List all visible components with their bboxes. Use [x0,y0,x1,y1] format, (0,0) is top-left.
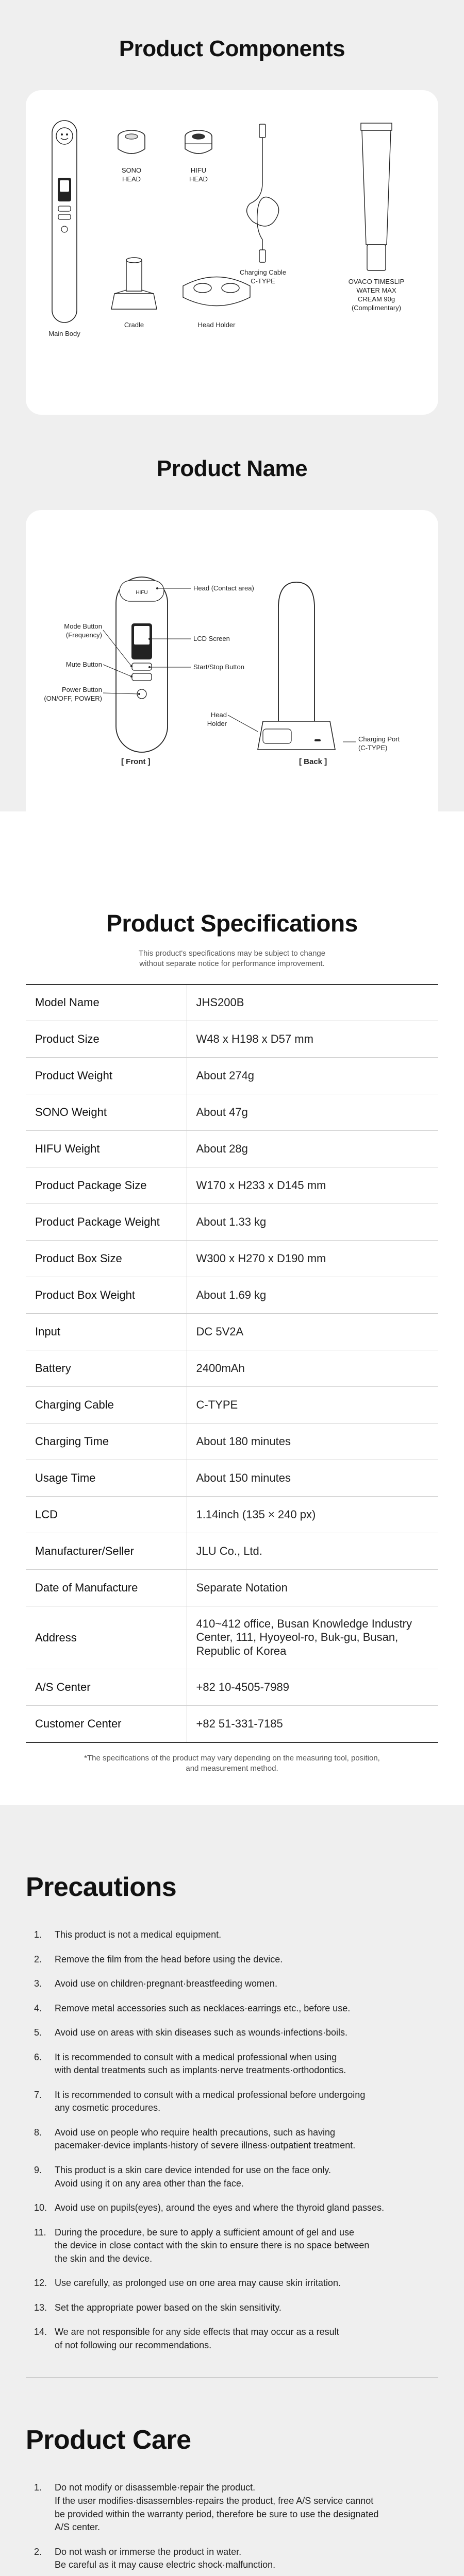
list-item-text [55,2089,438,2115]
spec-key: Battery [26,1350,187,1387]
list-item-number: 10. [34,2202,47,2213]
list-item-line: Avoid use on pupils(eyes), around the eyes and where the thyroid gland passes. [55,2202,385,2213]
list-item-line: Use carefully, as prolonged use on one area may cause skin irritation. [55,2278,341,2289]
list-item-number: 2. [34,1954,42,1964]
list-item [26,2051,438,2077]
list-item-text [55,2126,438,2153]
spec-row [26,1314,438,1350]
list-item-text [55,2026,438,2040]
spec-row [26,1167,438,1204]
list-item [26,2089,438,2115]
cradle-icon [108,250,160,317]
list-item-line: of not following our recommendations. [55,2340,212,2350]
hifu-head-icon [180,126,217,162]
list-item [26,1928,438,1942]
list-item-number: 13. [34,2302,47,2313]
precautions-list [26,1928,438,2352]
callout-start-stop: Start/Stop Button [193,663,245,671]
list-item-number: 9. [34,2165,42,2176]
spec-row [26,1350,438,1387]
spec-row [26,1241,438,1277]
spec-row [26,1497,438,1533]
list-item-text [55,2051,438,2077]
spec-key: HIFU Weight [26,1131,187,1167]
list-item-number: 2. [34,2546,42,2557]
precautions-section [0,1805,464,2576]
callout-lcd: LCD Screen [193,635,230,642]
cream-tube-icon [356,121,397,276]
spec-key: Date of Manufacture [26,1570,187,1606]
list-item [26,2226,438,2266]
list-item-number: 1. [34,2482,42,2493]
callout-head: Head (Contact area) [193,584,254,592]
list-item-line: Remove the film from the head before using the device. [55,1954,283,1964]
list-item-text [55,2546,438,2572]
spec-row [26,1423,438,1460]
specifications-subtitle [0,948,464,970]
head-holder-icon [178,265,255,317]
list-item-text [55,2301,438,2315]
callout-head-holder-line: Head [210,711,227,719]
specifications-title: Product Specifications [106,910,358,937]
list-item-line: This product is a skin care device intended for use on the face only. [55,2165,331,2176]
back-caption: [ Back ] [299,757,327,766]
spec-value: JHS200B [196,996,244,1009]
component-head-holder [178,265,255,330]
spec-key: Manufacturer/Seller [26,1533,187,1570]
list-item [26,2026,438,2040]
front-caption: [ Front ] [121,757,151,766]
list-item [26,2546,438,2572]
list-item-line: the skin and the device. [55,2253,153,2264]
spec-key: Charging Cable [26,1387,187,1423]
list-item-line: Be careful as it may cause electric shock·malfunction. [55,2560,276,2570]
component-charging-cable [232,121,294,286]
device-body-icon [49,118,80,325]
list-item [26,2126,438,2153]
component-label: C-TYPE [251,277,275,285]
spec-value: +82 10-4505-7989 [196,1680,289,1693]
product-name-card [26,510,438,848]
spec-value: 1.14inch (135 × 240 px) [196,1507,316,1521]
spec-key: Product Box Size [26,1241,187,1277]
list-item-line: Avoid using it on any area other than the face. [55,2178,244,2189]
list-item [26,1953,438,1967]
spec-value: W300 x H270 x D190 mm [196,1251,326,1265]
list-item-line: with dental treatments such as implants·nerve treatments·orthodontics. [55,2065,346,2076]
list-item-text [55,1977,438,1991]
spec-value: About 28g [196,1142,248,1155]
spec-value: About 47g [196,1105,248,1118]
callout-power [36,686,102,703]
callout-power-line: (ON/OFF, POWER) [44,694,102,702]
component-cream [335,121,418,313]
list-item-text [55,2326,438,2352]
list-item [26,2481,438,2534]
spec-row [26,1131,438,1167]
spec-value: About 1.33 kg [196,1215,267,1228]
spec-key: Product Weight [26,1058,187,1094]
spec-value: Separate Notation [196,1581,288,1594]
callout-head-holder-line: Holder [207,719,227,727]
spec-row [26,1204,438,1241]
component-label: (Complimentary) [351,303,402,312]
list-item [26,2277,438,2290]
spec-value: DC 5V2A [196,1325,244,1338]
list-item-line: pacemaker·device implants·history of severe illness·outpatient treatment. [55,2140,356,2151]
component-label: Charging Cable [239,268,287,276]
callout-mode-line: (Frequency) [65,631,102,639]
spec-value: About 180 minutes [196,1434,291,1448]
spec-key: Product Box Weight [26,1277,187,1314]
list-item-number: 1. [34,1929,42,1940]
precautions-title: Precautions [26,1872,177,1902]
spec-value: About 150 minutes [196,1471,291,1484]
spec-value: 2400mAh [196,1361,245,1375]
specifications-table [26,984,438,1743]
spec-key: Input [26,1314,187,1350]
spec-value: W170 x H233 x D145 mm [196,1178,326,1192]
spec-key: LCD [26,1497,187,1533]
spec-row [26,1460,438,1497]
callout-power-line: Power Button [61,686,102,693]
spec-key: Product Package Size [26,1167,187,1204]
list-item-line: It is recommended to consult with a medical professional when using [55,2052,337,2062]
list-item-line: If the user modifies·disassembles·repairs the product, free A/S service cannot [55,2496,374,2506]
list-item [26,2164,438,2190]
spec-row [26,985,438,1021]
component-main-body [41,118,88,338]
sono-head-icon [113,126,150,162]
spec-value: JLU Co., Ltd. [196,1544,262,1557]
list-item-line: Remove metal accessories such as necklaces·earrings etc., before use. [55,2003,351,2013]
callout-mode [46,622,102,640]
spec-key: Product Size [26,1021,187,1058]
component-label: CREAM 90g [357,295,395,303]
list-item-line: A/S center. [55,2522,101,2533]
callout-charging-port-line: Charging Port [358,735,400,743]
list-item-number: 14. [34,2327,47,2337]
list-item-line: We are not responsible for any side effects that may occur as a result [55,2327,339,2337]
note-line: *The specifications of the product may vary depending on the measuring tool, position, [84,1753,380,1762]
list-item [26,2002,438,2015]
note-line: and measurement method. [186,1764,278,1773]
component-label: Head Holder [197,321,236,329]
spec-key: Model Name [26,985,187,1021]
list-item-number: 5. [34,2027,42,2038]
component-label: HEAD [189,175,208,183]
subtitle-line: This product's specifications may be subject to change [138,949,326,958]
list-item-line: Do not modify or disassemble·repair the product. [55,2482,256,2493]
spec-key: SONO Weight [26,1094,187,1131]
specifications-note [0,1753,464,1774]
components-title: Product Components [119,36,345,61]
callout-head-holder [188,711,227,728]
component-label: HEAD [122,175,141,183]
list-item-number: 8. [34,2127,42,2138]
list-item [26,1977,438,1991]
list-item-line: Avoid use on areas with skin diseases such as wounds·infections·boils. [55,2027,347,2038]
list-item-number: 6. [34,2052,42,2062]
list-item-number: 12. [34,2278,47,2289]
list-item-line: be provided within the warranty period, therefore be sure to use the designated [55,2509,379,2519]
spec-value: About 1.69 kg [196,1288,267,1301]
list-item-number: 7. [34,2089,42,2100]
spec-key: Customer Center [26,1706,187,1742]
spec-row [26,1387,438,1423]
list-item [26,2201,438,2215]
spec-value: +82 51-331-7185 [196,1717,283,1730]
list-item-text [55,2277,438,2290]
spec-key: A/S Center [26,1669,187,1706]
list-item-line: During the procedure, be sure to apply a sufficient amount of gel and use [55,2227,355,2238]
spec-key: Charging Time [26,1423,187,1460]
component-label: Main Body [48,330,80,337]
spec-row [26,1094,438,1131]
list-item-number: 3. [34,1978,42,1989]
callout-charging-port [358,735,400,753]
spec-value: W48 x H198 x D57 mm [196,1032,313,1045]
list-item-text [55,1953,438,1967]
specifications-section [0,811,464,1774]
callout-mute: Mute Button [65,660,102,668]
list-item-line: Avoid use on people who require health precautions, such as having [55,2127,336,2138]
spec-key: Product Package Weight [26,1204,187,1241]
callout-mode-line: Mode Button [64,622,102,630]
list-item [26,2326,438,2352]
spec-row [26,1058,438,1094]
list-item-text [55,2201,438,2215]
back-device-diagram [253,577,356,757]
spec-key: Usage Time [26,1460,187,1497]
list-item-line: the device in close contact with the skin to ensure there is no space between [55,2240,370,2251]
component-cradle [106,250,162,330]
list-item [26,2301,438,2315]
component-label: OVACO TIMESLIP [348,278,405,285]
spec-row [26,1570,438,1606]
product-care-title: Product Care [26,2425,191,2455]
spec-value: 410~412 office, Busan Knowledge Industry Center, 111, Hyoyeol-ro, Buk-gu, Busan, Republic of Korea [196,1617,412,1657]
spec-row [26,1606,438,1669]
callout-lines [26,510,438,848]
spec-row [26,1021,438,1058]
list-item-text [55,2226,438,2266]
charging-cable-icon [240,121,286,265]
list-item-line: It is recommended to consult with a medical professional before undergoing [55,2089,366,2100]
list-item-line: Avoid use on children·pregnant·breastfeeding women. [55,1978,277,1989]
list-item-line: any cosmetic procedures. [55,2103,161,2113]
list-item-text [55,2481,438,2534]
components-section [0,0,464,811]
list-item-text [55,2164,438,2190]
list-item-line: Set the appropriate power based on the skin sensitivity. [55,2302,281,2313]
spec-row [26,1533,438,1570]
list-item-number: 4. [34,2003,42,2013]
component-label: WATER MAX [356,286,396,294]
components-card [26,90,438,415]
list-item-number: 11. [34,2227,46,2238]
component-hifu-head [175,126,222,184]
device-display-text: HIFU [136,590,148,596]
subtitle-line: without separate notice for performance improvement. [139,959,325,969]
spec-row [26,1706,438,1742]
list-item-text [55,1928,438,1942]
product-care-list [26,2481,438,2576]
list-item-line: This product is not a medical equipment. [55,1929,222,1940]
list-item-line: Do not wash or immerse the product in water. [55,2546,242,2557]
spec-value: About 274g [196,1069,255,1082]
product-name-title: Product Name [156,456,308,481]
component-label: HIFU [190,166,207,174]
component-label: SONO [121,166,142,174]
spec-row [26,1277,438,1314]
spec-value: C-TYPE [196,1398,238,1411]
callout-charging-port-line: (C-TYPE) [358,743,388,752]
component-label: Cradle [124,321,144,329]
spec-row [26,1669,438,1706]
component-sono-head [108,126,155,184]
spec-key: Address [26,1606,187,1669]
list-item-text [55,2002,438,2015]
